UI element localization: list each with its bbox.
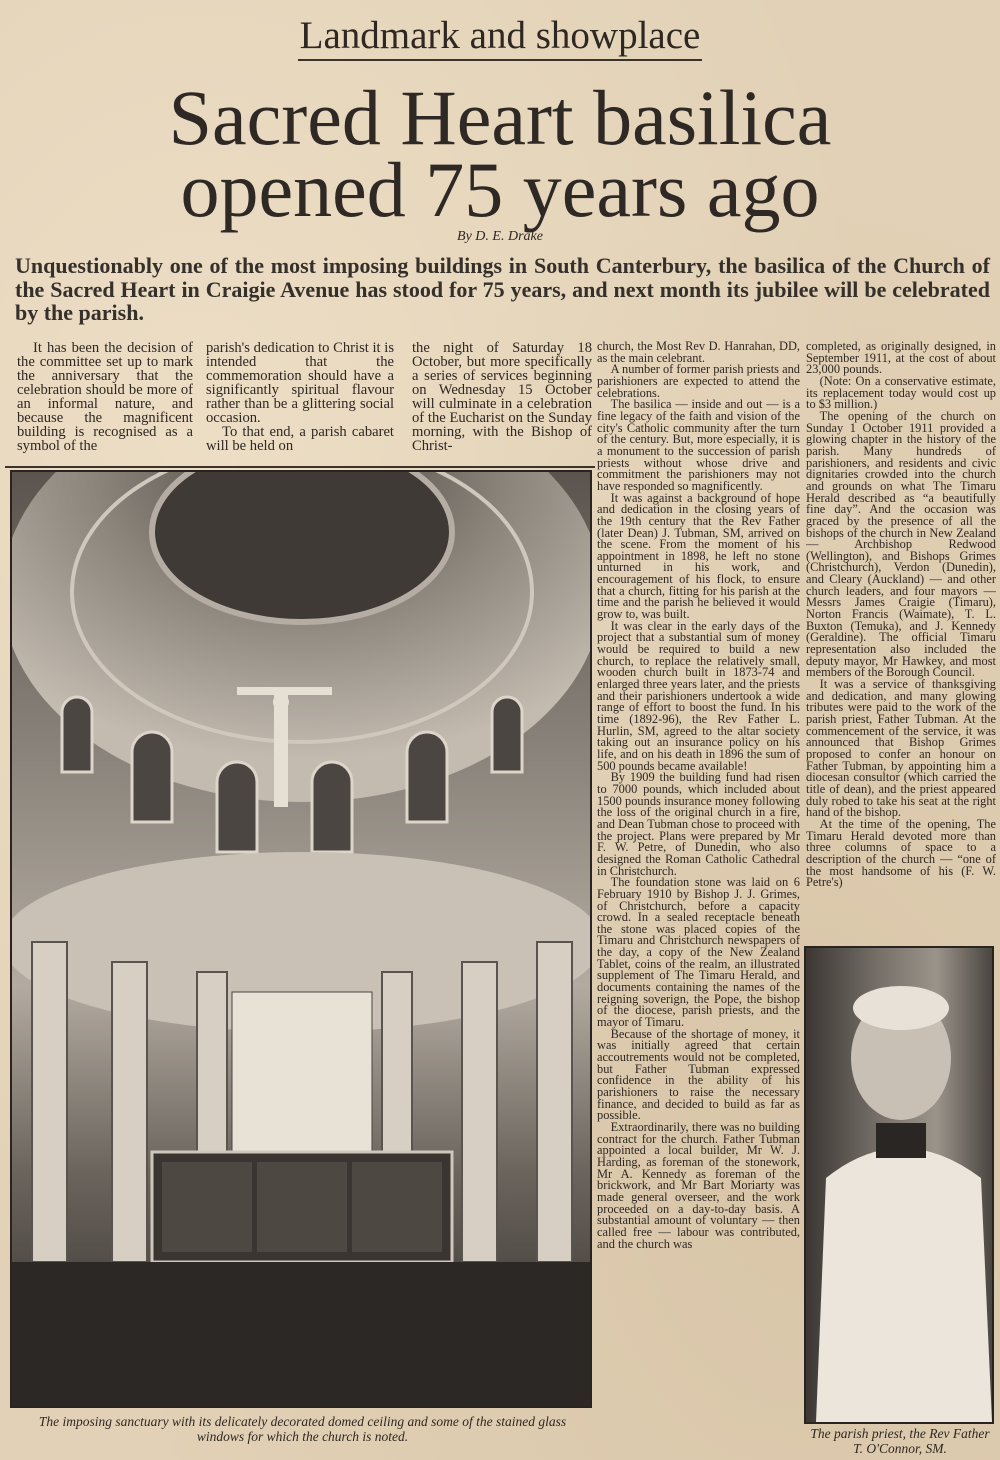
column-2	[206, 341, 394, 469]
paragraph: By 1909 the building fund had risen to 7000 pounds, which included about 1500 pounds insurance money following the loss of the original church in a fire, and Dean Tubman chose to proceed with the project. Plans were prepared by Mr F. W. Petre, of Dunedin, who also designed the Roman Catholic Cathedral in Christchurch.	[597, 770, 800, 878]
paragraph: Because of the shortage of money, it was initially agreed that certain accoutrements would not be completed, but Father Tubman expressed confidence in the ability of his parishioners to raise the necessary finance, and decided to build as far as possible.	[597, 1026, 800, 1123]
headline-line-1: Sacred Heart basilica	[168, 74, 832, 161]
deck: Unquestionably one of the most imposing buildings in South Canterbury, the basilica of the Church of the Sacred Heart in Craigie Avenue has stood for 75 years, and next month its jubilee will be celebrated by the parish.	[15, 253, 990, 325]
sanctuary-photo	[10, 470, 592, 1408]
paragraph: the night of Saturday 18 October, but more specifically a series of services beginning on Wednesday 15 October will culminate in a celebration of the Eucharist on the Sunday morning, with the Bishop of Christ-	[412, 341, 592, 454]
paragraph: To that end, a parish cabaret will be held on	[206, 424, 394, 454]
priest-portrait	[806, 948, 992, 1422]
portrait-photo	[804, 946, 994, 1424]
paragraph: It has been the decision of the committee set up to mark the anniversary that the celebration should be more of an informal nature, and because the magnificent building is recognised as a symbol of the	[17, 341, 193, 454]
paragraph: It was a service of thanksgiving and dedication, and many glowing tributes were paid to the work of the parish priest, Father Tubman. At the commencement of the service, it was announced that Bishop Grimes proposed to confer an honour on Father Tubman, by appointing him a diocesan consultor (which carried the title of dean), and the priest appeared duly robed to take his seat at the right hand of the bishop.	[806, 677, 996, 820]
paragraph: Extraordinarily, there was no building contract for the church. Father Tubman appointed a local builder, Mr W. J. Harding, as foreman of the stonework, Mr A. Kennedy as foreman of the brickwork, and Mr Bart Moriarty was made general overseer, and the work proceeded on a day-to-day basis. A substantial amount of voluntary — then called free — labour was contributed, and the church was	[597, 1119, 800, 1251]
column-4	[597, 341, 800, 1455]
collar	[876, 1123, 926, 1158]
paragraph: The foundation stone was laid on 6 February 1910 by Bishop J. J. Grimes, of Christchurch, before a capacity crowd. In a sealed receptacle beneath the stone was placed copies of the Timaru and Christchurch newspapers of the day, a copy of the New Zealand Tablet, coins of the realm, an illustrated supplement of The Timaru Herald, and documents containing the names of the reigning soverign, the Pope, the bishop of the diocese, parish priests, and the mayor of Timaru.	[597, 875, 800, 1030]
column-5	[806, 341, 996, 944]
surplice	[816, 1148, 992, 1422]
dome-oculus	[152, 472, 452, 622]
sanctuary-image	[12, 472, 590, 1406]
sanctuary-floor	[12, 1262, 590, 1406]
column-3	[412, 341, 592, 469]
portrait-caption: The parish priest, the Rev Father T. O'Connor, SM.	[810, 1426, 990, 1456]
kicker	[0, 14, 1000, 58]
paragraph: The basilica — inside and out — is a fine legacy of the faith and vision of the city's Catholic community after the turn of the century. But, more especially, it is a monument to the succession of parish priests without whose drive and commitment the parishioners may not have responded so magnificently.	[597, 397, 800, 493]
paragraph: (Note: On a conservative estimate, its replacement today would cost up to $3 million.)	[806, 373, 996, 412]
divider	[5, 466, 595, 468]
paragraph: A number of former parish priests and parishioners are expected to attend the celebrations.	[597, 362, 800, 400]
paragraph: It was clear in the early days of the project that a substantial sum of money would be required to build a new church, to replace the relatively small, wooden church built in 1873-74 and enlarged three years later, and the priests and their parishioners undertook a wide range of effort to boost the fund. In his time (1892-96), the Rev Father L. Hurlin, SM, agreed to the altar society taking out an insurance policy on his life, and on his death in 1896 the sum of 500 pounds became available!	[597, 618, 800, 773]
paragraph: parish's dedication to Christ it is intended that the commemoration should have a significantly spiritual flavour rather than be a glittering social occasion.	[206, 341, 394, 426]
kicker-text: Landmark and showplace	[298, 14, 703, 61]
column-1	[17, 341, 193, 469]
paragraph: At the time of the opening, The Timaru Herald devoted more than three columns of space to a description of the church — “one of the most handsome of his (F. W. Petre's)	[806, 816, 996, 890]
paragraph: church, the Most Rev D. Hanrahan, DD, as the main celebrant.	[597, 341, 800, 365]
paragraph: completed, as originally designed, in September 1911, at the cost of about 23,000 pounds.	[806, 341, 996, 377]
headline-line-2: opened 75 years ago	[180, 146, 820, 233]
paragraph: It was against a background of hope and dedication in the closing years of the 19th century that the Rev Father (later Dean) J. Tubman, SM, arrived on the scene. From the moment of his appointment in 1898, he left no stone unturned in his work, and encouragement of his flock, to ensure that a church, fitting for his parish at the time and the parish he believed it would grow to, was built.	[597, 490, 800, 622]
byline: By D. E. Drake	[457, 229, 543, 244]
paragraph: The opening of the church on Sunday 1 October 1911 provided a glowing chapter in the history of the parish. Many hundreds of parishioners, and residents and civic dignitaries crowded into the church and grounds on what The Timaru Herald described as “a beautifully fine day”. And the occasion was graced by the presence of all the bishops of the church in New Zealand — Archbishop Redwood (Wellington), and Bishops Grimes (Christchurch), Verdon (Dunedin), and Cleary (Auckland) — and other church leaders, and four mayors — Messrs James Craigie (Timaru), Norton Francis (Waimate), T. L. Buxton (Temuka), and J. Kennedy (Geraldine). The official Timaru representation also included the deputy mayor, Mr Hawkey, and most members of the Borough Council.	[806, 408, 996, 680]
photo-caption: The imposing sanctuary with its delicately decorated domed ceiling and some of the stained glass windows for which the church is noted.	[38, 1414, 567, 1444]
